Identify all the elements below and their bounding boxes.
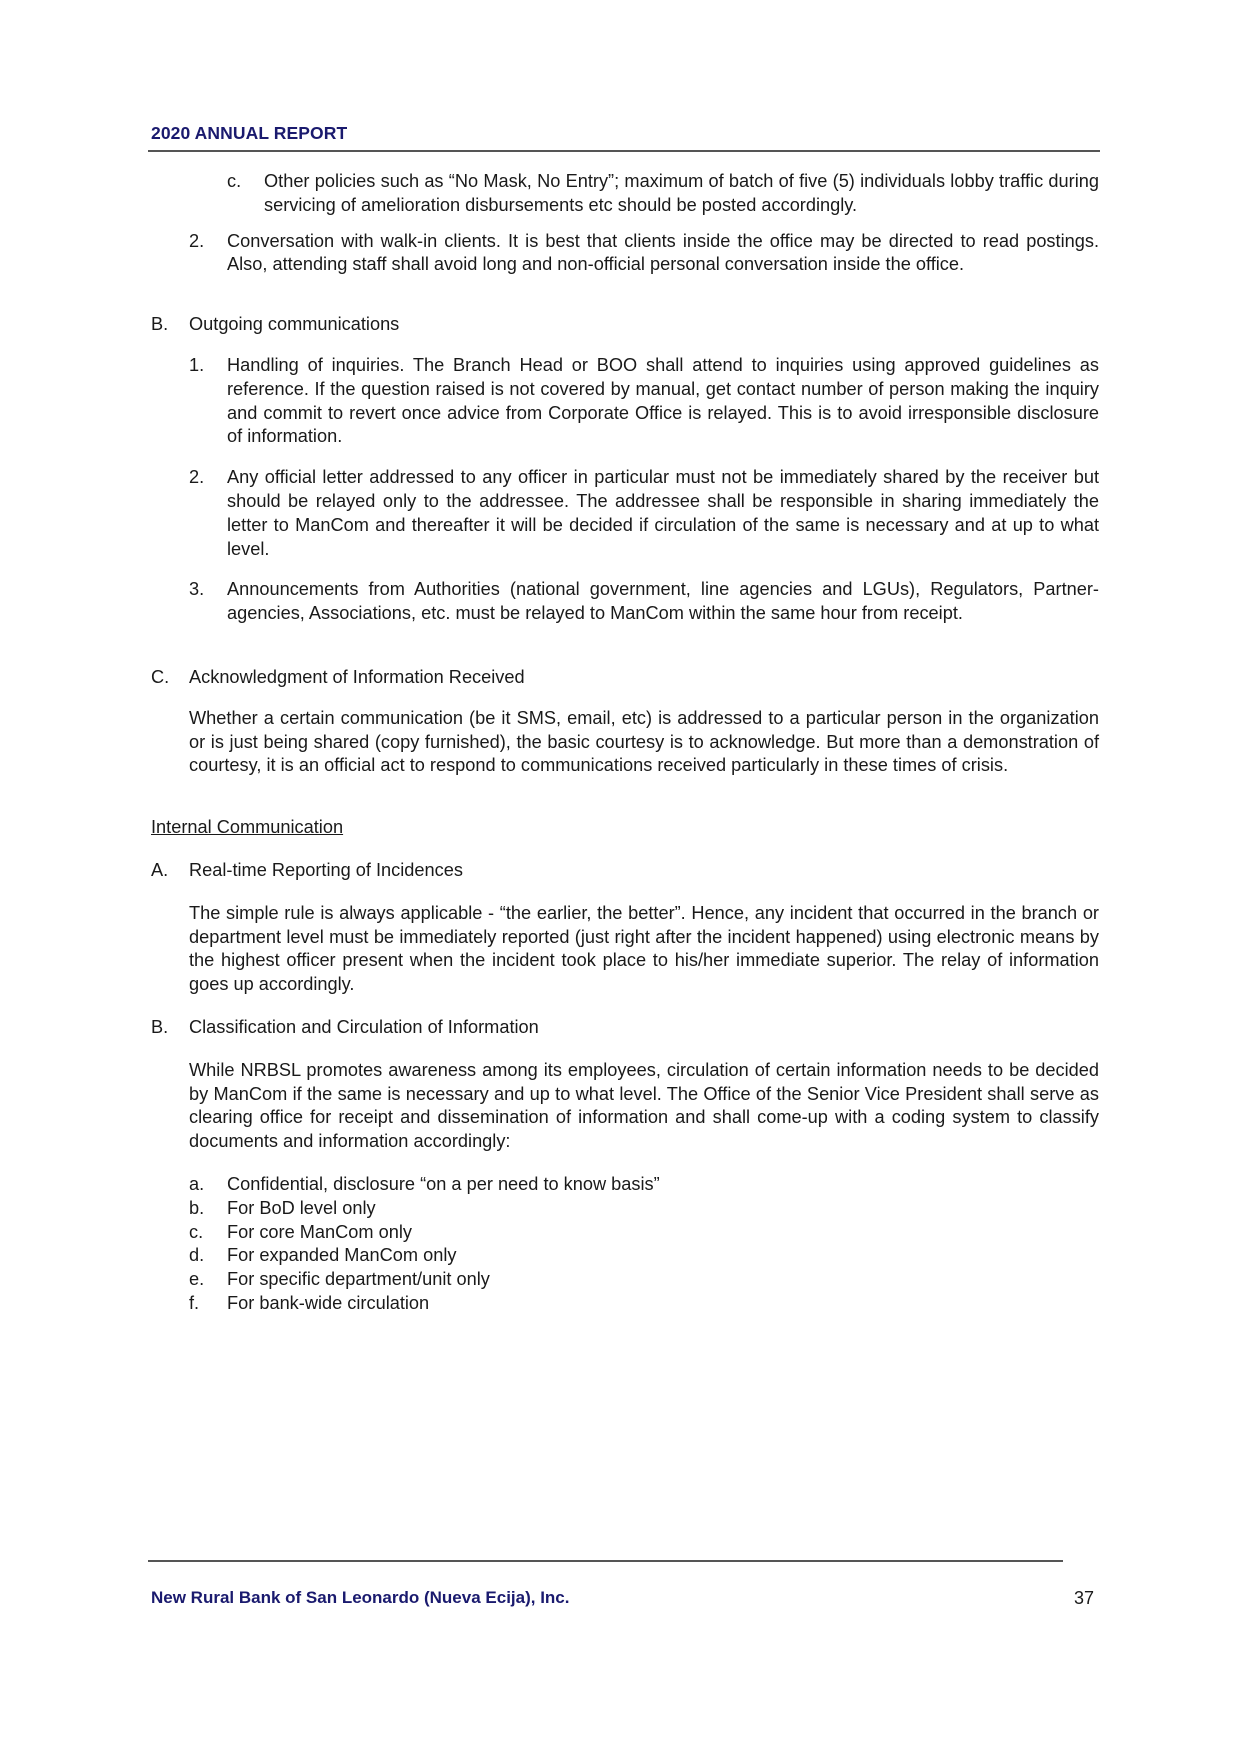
section-title: Outgoing communications: [189, 314, 400, 335]
classification-list: [151, 1173, 1099, 1316]
header-divider: [148, 150, 1100, 152]
list-marker: 2.: [189, 230, 205, 251]
list-item-text: For specific department/unit only: [227, 1269, 490, 1290]
section-title: Real-time Reporting of Incidences: [189, 859, 463, 880]
section-heading-outgoing: [151, 313, 1099, 337]
list-marker: c.: [227, 171, 242, 191]
list-item: [151, 466, 1099, 561]
list-marker: f.: [189, 1292, 200, 1313]
list-item-text: Conversation with walk-in clients. It is best that clients inside the office may be directed to read postings. Also, attending staff shall avoid long and non-official personal conversation inside the office.: [227, 230, 1099, 275]
list-item: [151, 1268, 1099, 1292]
section-title: Acknowledgment of Information Received: [189, 666, 525, 687]
list-item-text: Any official letter addressed to any officer in particular must not be immediately shared by the receiver but should be relayed only to the addressee. The addressee shall be responsible in sharing immediately the letter to ManCom and thereafter it will be decided if circulation of the same is necessary and at up to what level.: [227, 467, 1099, 559]
section-title: Classification and Circulation of Information: [189, 1016, 539, 1037]
internal-communication-heading: Internal Communication: [151, 817, 344, 838]
list-marker: 1.: [189, 354, 205, 375]
list-item-text: For BoD level only: [227, 1197, 376, 1218]
list-item-text: Confidential, disclosure “on a per need to know basis”: [227, 1173, 660, 1194]
page-number: 37: [1074, 1588, 1095, 1608]
realtime-reporting-paragraph: The simple rule is always applicable - “the earlier, the better”. Hence, any incident that occurred in the branch or department level must be immediately reported (just right after the incident happened) using electronic means by the highest officer present when the incident took place to his/her immediate superior. The relay of information goes up accordingly.: [189, 902, 1099, 995]
list-marker: 3.: [189, 579, 205, 600]
list-marker: c.: [189, 1221, 204, 1242]
list-item: [151, 578, 1099, 626]
list-marker: b.: [189, 1197, 205, 1218]
section-heading-realtime-reporting: [151, 859, 1099, 883]
list-item: [151, 1197, 1099, 1221]
list-item-text: Other policies such as “No Mask, No Entry”; maximum of batch of five (5) individuals lobby traffic during servicing of amelioration disbursements etc should be posted accordingly.: [264, 171, 1099, 215]
section-marker: B.: [151, 1016, 169, 1037]
section-heading-classification: [151, 1016, 1099, 1040]
section-marker: B.: [151, 314, 169, 335]
page-body: [151, 170, 1099, 1316]
section-marker: A.: [151, 859, 169, 880]
list-marker: a.: [189, 1173, 205, 1194]
list-item-text: For bank-wide circulation: [227, 1292, 430, 1313]
list-marker: 2.: [189, 467, 205, 488]
list-item-text: For core ManCom only: [227, 1221, 412, 1242]
list-item: [151, 354, 1099, 449]
list-item-text: Handling of inquiries. The Branch Head or BOO shall attend to inquiries using approved guidelines as reference. If the question raised is not covered by manual, get contact number of person making the inquiry and commit to revert once advice from Corporate Office is relayed. This is to avoid irresponsible disclosure of information.: [227, 354, 1099, 447]
list-item: [151, 1244, 1099, 1268]
classification-paragraph: While NRBSL promotes awareness among its employees, circulation of certain information needs to be decided by ManCom if the same is necessary and up to what level. The Office of the Senior Vice President shall serve as clearing office for receipt and dissemination of information and shall come-up with a coding system to classify documents and information accordingly:: [189, 1059, 1099, 1152]
list-item-text: For expanded ManCom only: [227, 1245, 457, 1266]
list-marker: e.: [189, 1269, 205, 1290]
acknowledgment-paragraph: Whether a certain communication (be it SMS, email, etc) is addressed to a particular person in the organization or is just being shared (copy furnished), the basic courtesy is to acknowledge. But more than a demonstration of courtesy, it is an official act to respond to communications received particularly in these times of crisis.: [189, 707, 1099, 776]
section-marker: C.: [151, 666, 170, 687]
section-heading-acknowledgment: [151, 666, 1099, 690]
list-item: [151, 170, 1099, 218]
list-item: [151, 230, 1099, 278]
report-header-title: 2020 ANNUAL REPORT: [151, 123, 348, 143]
list-item: [151, 1221, 1099, 1245]
footer-organization-name: New Rural Bank of San Leonardo (Nueva Ecija), Inc.: [151, 1588, 570, 1607]
list-item-text: Announcements from Authorities (national government, line agencies and LGUs), Regulators, Partner-agencies, Associations, etc. must be relayed to ManCom within the same hour from receipt.: [227, 579, 1099, 624]
list-marker: d.: [189, 1245, 205, 1266]
list-item: [151, 1292, 1099, 1316]
list-item: [151, 1173, 1099, 1197]
footer-divider: [148, 1560, 1063, 1562]
